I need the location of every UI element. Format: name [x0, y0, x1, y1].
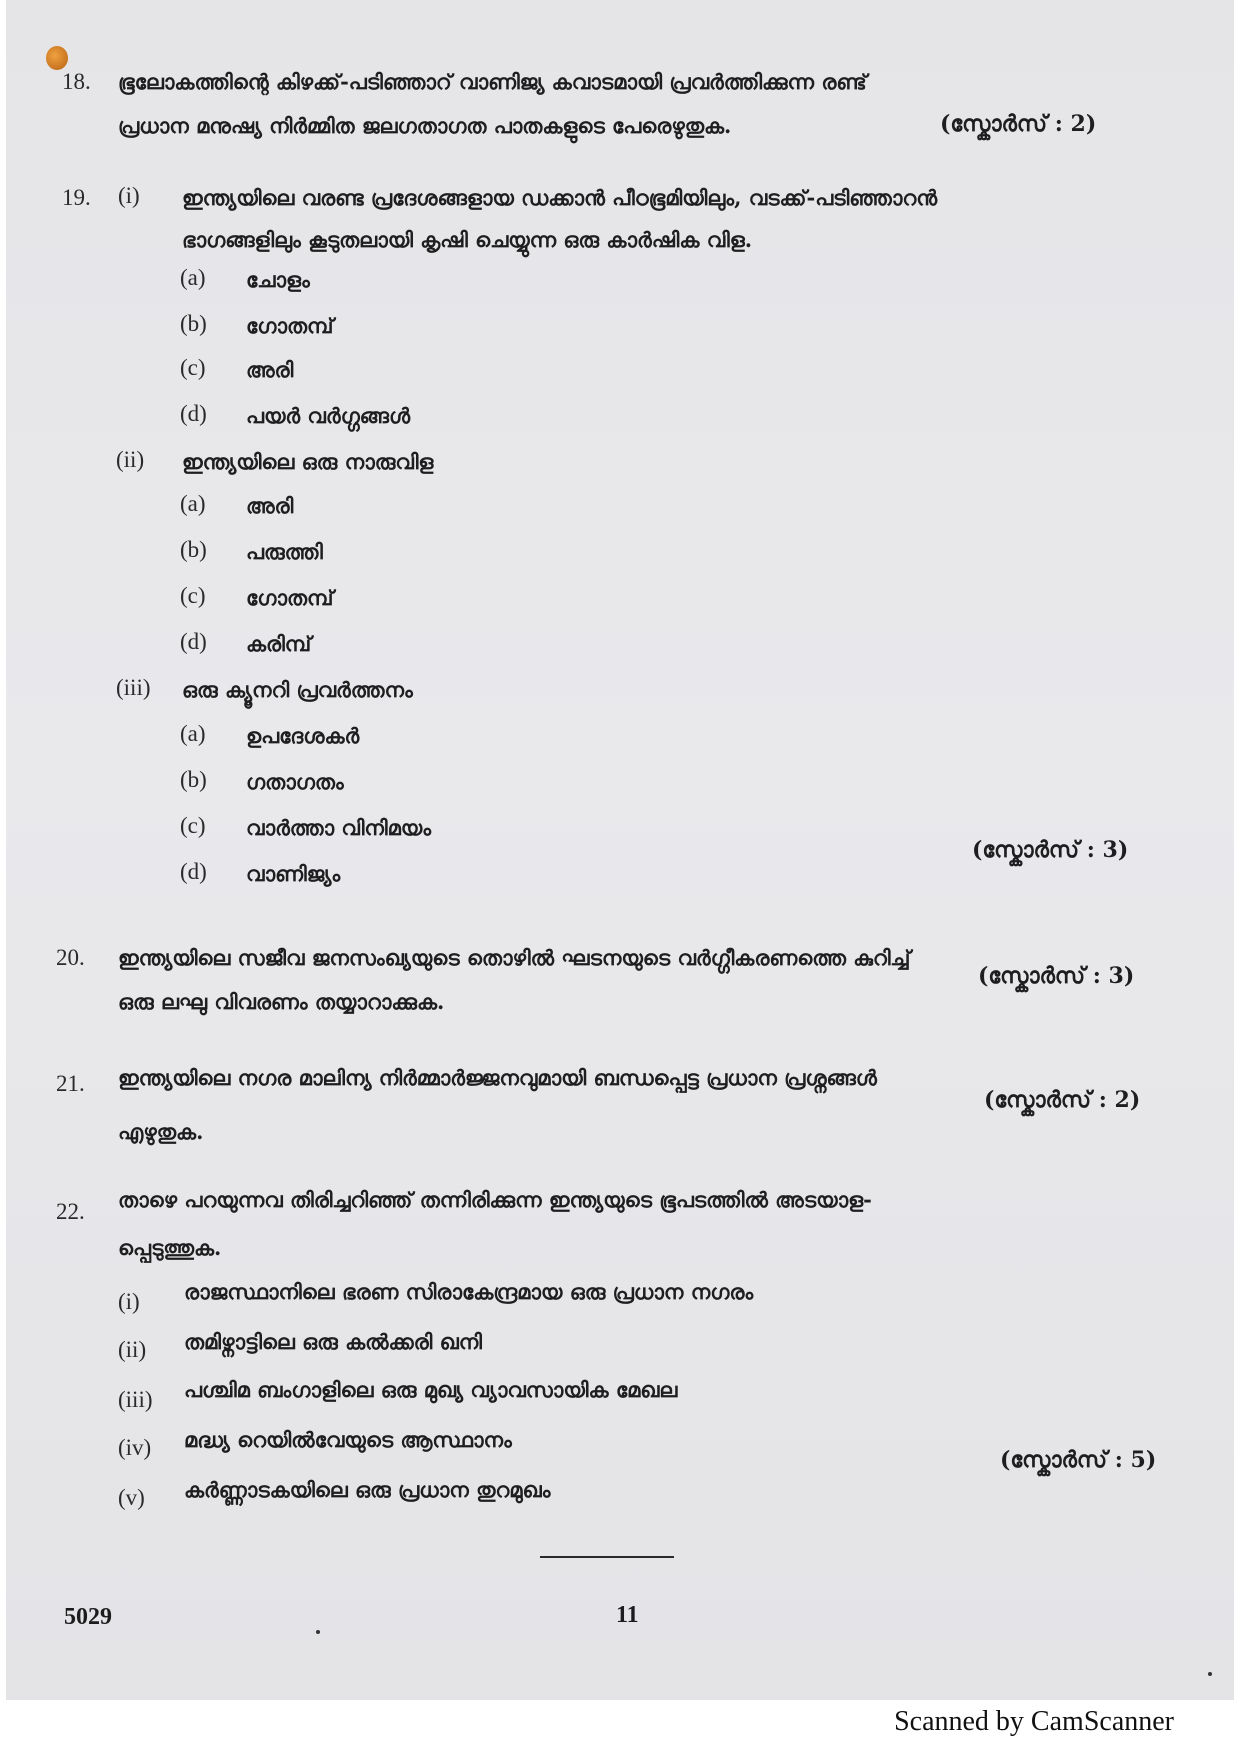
question-19-part-ii-marker: (ii) — [116, 447, 145, 472]
question-22-item-ii-marker: (ii) — [118, 1337, 147, 1362]
question-19-ii-option-b: പരുത്തി — [246, 539, 323, 564]
question-21-score: (സ്കോർസ് : 2) — [984, 1087, 1141, 1113]
question-19-iii-option-c: വാർത്താ വിനിമയം — [246, 815, 432, 840]
question-22-item-iii-marker: (iii) — [118, 1387, 153, 1412]
end-rule — [540, 1556, 674, 1558]
question-19-ii-option-c: ഗോതമ്പ് — [246, 585, 334, 610]
question-19-ii-option-c-marker: (c) — [180, 583, 206, 608]
question-19-i-option-a: ചോളം — [246, 267, 310, 292]
stray-dot — [316, 1630, 320, 1634]
question-19-ii-option-a: അരി — [246, 493, 294, 518]
question-22-number: 22. — [56, 1199, 85, 1224]
question-22-item-ii: തമിഴ്നാട്ടിലെ ഒരു കൽക്കരി ഖനി — [184, 1329, 482, 1354]
paper-code: 5029 — [64, 1604, 112, 1630]
question-19-part-i-marker: (i) — [118, 183, 140, 208]
question-22-item-v-marker: (v) — [118, 1485, 145, 1510]
question-19-ii-option-d: കരിമ്പ് — [246, 631, 312, 656]
question-20-number: 20. — [56, 945, 85, 970]
question-18-line-2: പ്രധാന മനുഷ്യ നിർമ്മിത ജലഗതാഗത പാതകളുടെ പേരെഴുതുക. — [118, 113, 732, 138]
question-22-item-i: രാജസ്ഥാനിലെ ഭരണ സിരാകേന്ദ്രമായ ഒരു പ്രധാന നഗരം — [184, 1279, 754, 1304]
question-19-i-option-d-marker: (d) — [180, 401, 207, 426]
question-21-line-1: ഇന്ത്യയിലെ നഗര മാലിന്യ നിർമ്മാർജ്ജനവുമായി ബന്ധപ്പെട്ട പ്രധാന പ്രശ്നങ്ങൾ — [118, 1065, 877, 1090]
question-21-number: 21. — [56, 1071, 85, 1096]
question-22-item-iv: മദ്ധ്യ റെയിൽവേയുടെ ആസ്ഥാനം — [184, 1427, 512, 1452]
question-19-ii-option-d-marker: (d) — [180, 629, 207, 654]
question-20-score: (സ്കോർസ് : 3) — [978, 963, 1135, 989]
question-19-iii-option-d: വാണിജ്യം — [246, 861, 341, 886]
question-19-iii-option-a: ഉപദേശകർ — [246, 723, 360, 748]
question-19-ii-option-a-marker: (a) — [180, 491, 206, 516]
camscanner-watermark: Scanned by CamScanner — [894, 1706, 1174, 1737]
page-number: 11 — [616, 1602, 639, 1628]
question-19-number: 19. — [62, 185, 91, 210]
question-19-i-option-c-marker: (c) — [180, 355, 206, 380]
question-22-item-iv-marker: (iv) — [118, 1435, 152, 1460]
question-19-iii-option-d-marker: (d) — [180, 859, 207, 884]
question-22-line-2: പ്പെടുത്തുക. — [118, 1235, 222, 1260]
question-22-item-i-marker: (i) — [118, 1289, 140, 1314]
question-19-part-ii-line-1: ഇന്ത്യയിലെ ഒരു നാരുവിള — [182, 449, 434, 474]
question-19-iii-option-b-marker: (b) — [180, 767, 207, 792]
question-20-line-1: ഇന്ത്യയിലെ സജീവ ജനസംഖ്യയുടെ തൊഴിൽ ഘടനയുടെ വർഗ്ഗീകരണത്തെ കുറിച്ച് — [118, 945, 911, 970]
question-19-score: (സ്കോർസ് : 3) — [972, 837, 1129, 863]
question-22-item-v: കർണ്ണാടകയിലെ ഒരു പ്രധാന തുറമുഖം — [184, 1477, 551, 1502]
question-18-number: 18. — [62, 69, 91, 94]
question-22-line-1: താഴെ പറയുന്നവ തിരിച്ചറിഞ്ഞ് തന്നിരിക്കുന്ന ഇന്ത്യയുടെ ഭൂപടത്തിൽ അടയാള- — [118, 1187, 872, 1212]
question-19-iii-option-a-marker: (a) — [180, 721, 206, 746]
question-19-iii-option-c-marker: (c) — [180, 813, 206, 838]
question-19-i-option-a-marker: (a) — [180, 265, 206, 290]
question-19-i-option-b-marker: (b) — [180, 311, 207, 336]
question-22-item-iii: പശ്ചിമ ബംഗാളിലെ ഒരു മുഖ്യ വ്യാവസായിക മേഖല — [184, 1377, 678, 1402]
question-19-part-i-line-2: ഭാഗങ്ങളിലും കൂടുതലായി കൃഷി ചെയ്യുന്ന ഒരു കാർഷിക വിള. — [182, 227, 753, 252]
question-19-part-iii-marker: (iii) — [116, 675, 151, 700]
question-19-i-option-d: പയർ വർഗ്ഗങ്ങൾ — [246, 403, 411, 428]
question-19-iii-option-b: ഗതാഗതം — [246, 769, 344, 794]
question-20-line-2: ഒരു ലഘു വിവരണം തയ്യാറാക്കുക. — [118, 989, 445, 1014]
question-19-ii-option-b-marker: (b) — [180, 537, 207, 562]
question-19-i-option-c: അരി — [246, 357, 294, 382]
question-19-i-option-b: ഗോതമ്പ് — [246, 313, 334, 338]
stray-dot-right — [1208, 1672, 1212, 1676]
question-19-part-iii-line-1: ഒരു ക്യൂനറി പ്രവർത്തനം — [182, 677, 413, 702]
question-21-line-2: എഴുതുക. — [118, 1119, 204, 1144]
question-22-score: (സ്കോർസ് : 5) — [1000, 1447, 1157, 1473]
question-18-line-1: ഭൂലോകത്തിന്റെ കിഴക്ക്-പടിഞ്ഞാറ് വാണിജ്യ കവാടമായി പ്രവർത്തിക്കുന്ന രണ്ട് — [118, 69, 867, 94]
question-18-score: (സ്കോർസ് : 2) — [940, 111, 1097, 137]
question-19-part-i-line-1: ഇന്ത്യയിലെ വരണ്ട പ്രദേശങ്ങളായ ഡക്കാൻ പീഠഭൂമിയിലും, വടക്ക്-പടിഞ്ഞാറൻ — [182, 185, 938, 210]
